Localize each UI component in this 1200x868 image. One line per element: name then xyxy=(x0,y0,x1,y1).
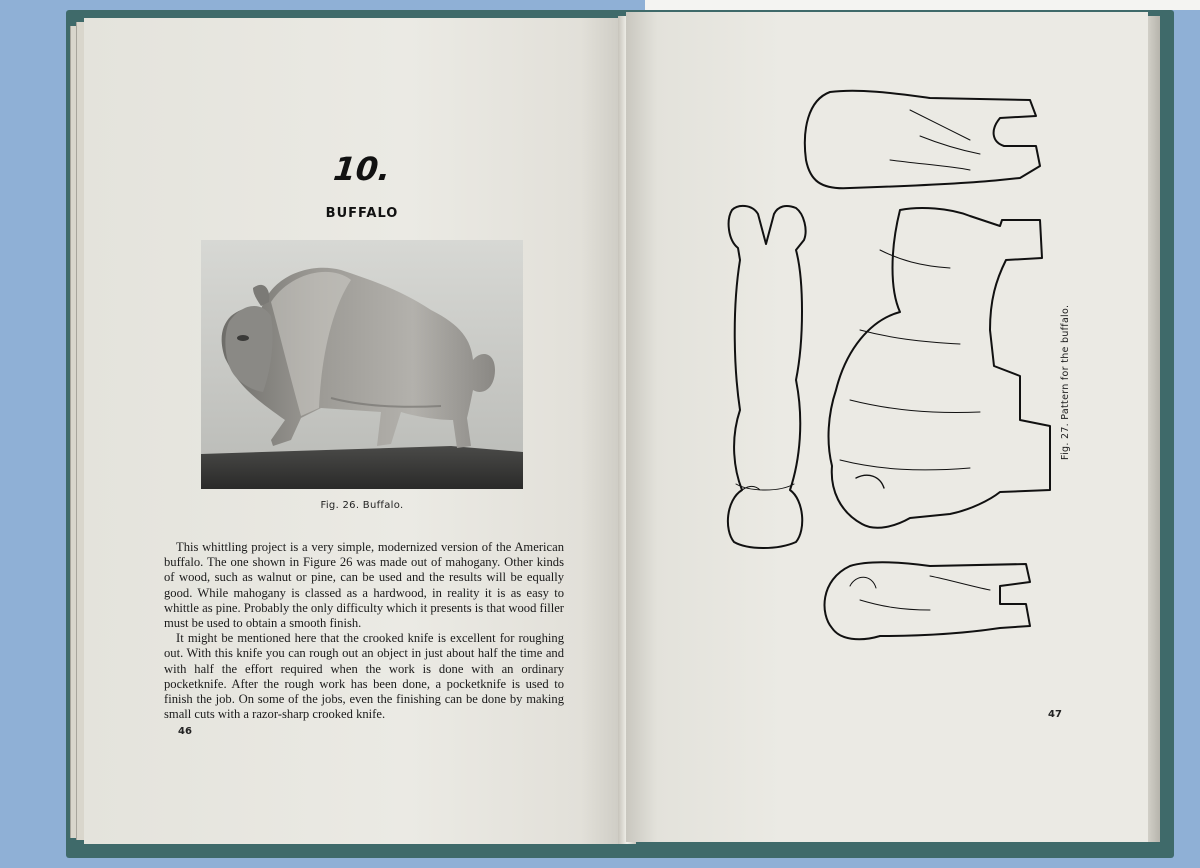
buffalo-photo xyxy=(201,240,523,489)
right-page-edge xyxy=(1146,16,1160,842)
figure-27-caption: Fig. 27. Pattern for the buffalo. xyxy=(1060,304,1071,460)
page-number-left: 46 xyxy=(178,726,192,737)
body-text xyxy=(164,540,564,722)
page-number-right: 47 xyxy=(1048,709,1062,720)
figure-26-caption: Fig. 26. Buffalo. xyxy=(320,500,404,511)
buffalo-carving-image xyxy=(201,240,523,489)
chapter-number: 10. xyxy=(331,150,393,188)
paragraph-2: It might be mentioned here that the crooked knife is excellent for roughing out. With this knife you can rough out an object in just about half the time and with half the effort required when the work is done with an ordinary pocketknife. After the rough work has been done, a pocketknife is used to finish the job. On some of the jobs, even the finishing can be done by making small cuts with a razor-sharp crooked knife. xyxy=(164,631,564,722)
chapter-title: BUFFALO xyxy=(325,206,399,221)
top-paper-strip xyxy=(645,0,1200,10)
buffalo-pattern-drawing xyxy=(700,80,1060,670)
paragraph-1: This whittling project is a very simple, modernized version of the American buffalo. The one shown in Figure 26 was made out of mahogany. Other kinds of wood, such as walnut or pine, can be used and the results will be equally good. While mahogany is classed as a hardwood, in reality it is as easy to whittle as pine. Probably the only difficulty which it presents is that wood filler must be used to obtain a smooth finish. xyxy=(164,540,564,631)
